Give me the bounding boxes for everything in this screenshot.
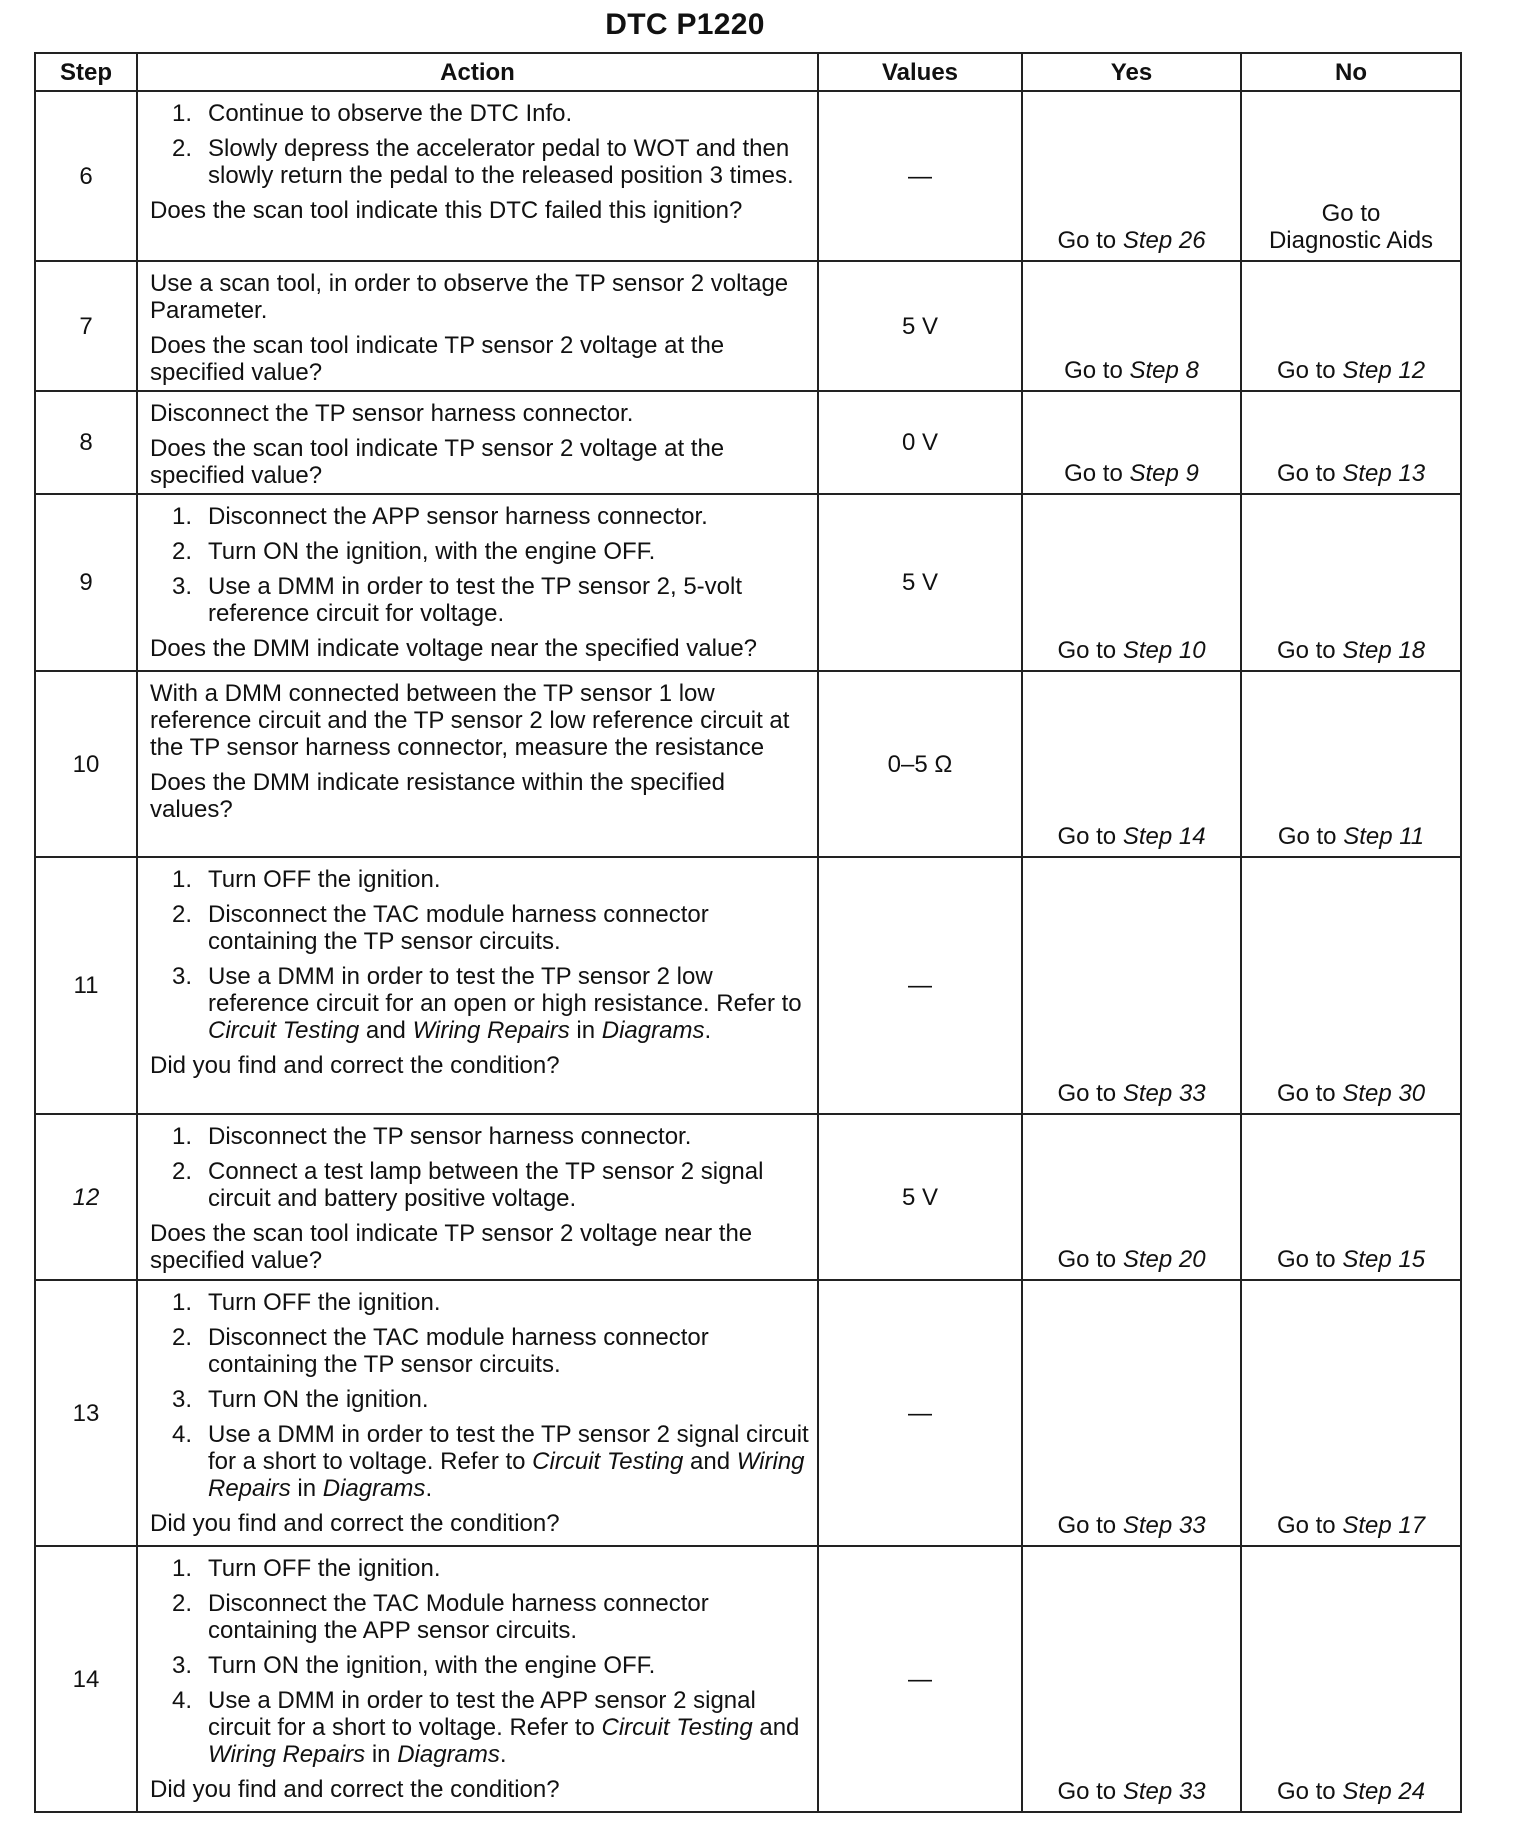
list-item-number: 1. xyxy=(172,1555,193,1582)
reference-diagrams: Diagrams xyxy=(322,1475,426,1502)
reference-diagrams: Diagrams xyxy=(601,1017,705,1044)
list-item-text: Slowly depress the accelerator pedal to WOT and then slowly return the pedal to the released position 3 times. xyxy=(208,135,794,189)
reference-diagrams: Diagrams xyxy=(397,1741,500,1768)
specified-value: 5 V xyxy=(818,261,1022,391)
action-steps-list xyxy=(150,1123,809,1212)
goto-prefix: Go to xyxy=(1057,1080,1117,1107)
specified-value: — xyxy=(818,857,1022,1114)
list-item-text: Disconnect the TP sensor harness connector. xyxy=(208,1123,692,1150)
step-number: 10 xyxy=(35,671,137,857)
action-question: Does the DMM indicate voltage near the specified value? xyxy=(150,635,758,662)
list-item-number: 3. xyxy=(172,963,193,990)
no-outcome xyxy=(1241,1280,1461,1546)
header-yes: Yes xyxy=(1022,53,1241,91)
list-item-text: Turn ON the ignition, with the engine OFF. xyxy=(208,1652,656,1679)
list-item-number: 1. xyxy=(172,1289,193,1316)
table-row xyxy=(35,261,1461,391)
no-outcome xyxy=(1241,1114,1461,1280)
goto-target: Step 10 xyxy=(1122,637,1206,664)
action-cell xyxy=(137,1114,818,1280)
goto-target: Step 8 xyxy=(1129,357,1199,384)
no-outcome xyxy=(1241,91,1461,261)
goto-target: Step 11 xyxy=(1343,823,1425,850)
step-number: 12 xyxy=(35,1114,137,1280)
goto-target: Step 26 xyxy=(1122,227,1206,254)
step-number: 7 xyxy=(35,261,137,391)
action-question: Did you find and correct the condition? xyxy=(150,1510,560,1537)
goto-prefix: Go to xyxy=(1276,460,1336,487)
goto-prefix: Go to xyxy=(1057,823,1117,850)
action-cell xyxy=(137,857,818,1114)
list-item xyxy=(150,866,809,893)
yes-outcome xyxy=(1022,671,1241,857)
list-item-number: 2. xyxy=(172,538,193,565)
action-steps-list xyxy=(150,100,809,189)
goto-prefix: Go to xyxy=(1057,227,1117,254)
step-number: 6 xyxy=(35,91,137,261)
action-steps-list xyxy=(150,1555,809,1768)
diagnostic-table xyxy=(34,52,1462,1813)
header-row xyxy=(35,53,1461,91)
goto-target: Step 13 xyxy=(1342,460,1426,487)
specified-value: 0 V xyxy=(818,391,1022,494)
table-row xyxy=(35,857,1461,1114)
goto-target: Step 33 xyxy=(1122,1778,1206,1805)
yes-outcome xyxy=(1022,1280,1241,1546)
goto-prefix: Go to xyxy=(1064,460,1123,487)
reference-circuit-testing: Circuit Testing xyxy=(532,1448,684,1475)
list-item-number: 3. xyxy=(172,1652,193,1679)
list-item-text: Turn OFF the ignition. xyxy=(208,1289,441,1316)
list-item-text: in xyxy=(371,1741,391,1768)
list-item-number: 2. xyxy=(172,901,193,928)
table-row xyxy=(35,671,1461,857)
list-item-text: Turn ON the ignition, with the engine OFF. xyxy=(208,538,656,565)
step-number: 14 xyxy=(35,1546,137,1812)
list-item-number: 3. xyxy=(172,1386,193,1413)
reference-circuit-testing: Circuit Testing xyxy=(601,1714,753,1741)
list-item-number: 1. xyxy=(172,866,193,893)
step-number: 13 xyxy=(35,1280,137,1546)
list-item-text: Turn ON the ignition. xyxy=(208,1386,429,1413)
goto-prefix: Go to xyxy=(1276,1512,1336,1539)
list-item-text: Turn OFF the ignition. xyxy=(208,866,441,893)
goto-target: Diagnostic Aids xyxy=(1268,227,1434,254)
table-row xyxy=(35,1114,1461,1280)
action-question: Did you find and correct the condition? xyxy=(150,1776,560,1803)
yes-outcome xyxy=(1022,391,1241,494)
goto-target: Step 18 xyxy=(1342,637,1426,664)
list-item xyxy=(150,503,809,530)
list-item-text: Use a DMM in order to test the TP sensor 2 low reference circuit for an open or high resistance. Refer to xyxy=(208,963,802,1017)
list-item xyxy=(150,1421,809,1502)
action-cell xyxy=(137,1546,818,1812)
action-steps-list xyxy=(150,503,809,627)
header-step: Step xyxy=(35,53,137,91)
yes-outcome xyxy=(1022,857,1241,1114)
action-question: Does the DMM indicate resistance within the specified values? xyxy=(150,769,725,823)
list-item-text: Use a DMM in order to test the TP sensor 2 signal circuit for a short to voltage. Refer to xyxy=(208,1421,809,1475)
specified-value: — xyxy=(818,1280,1022,1546)
no-outcome xyxy=(1241,671,1461,857)
list-item-number: 2. xyxy=(172,1158,193,1185)
list-item-number: 2. xyxy=(172,1324,193,1351)
action-cell xyxy=(137,671,818,857)
list-item xyxy=(150,573,809,627)
list-item xyxy=(150,1123,809,1150)
table-row xyxy=(35,391,1461,494)
header-no: No xyxy=(1241,53,1461,91)
list-item-text: Use a DMM in order to test the TP sensor 2, 5-volt reference circuit for voltage. xyxy=(208,573,742,627)
list-item-text: Turn OFF the ignition. xyxy=(208,1555,441,1582)
goto-target: Step 9 xyxy=(1129,460,1199,487)
list-item-text: Connect a test lamp between the TP sensor 2 signal circuit and battery positive voltage. xyxy=(208,1158,764,1212)
goto-target: Step 33 xyxy=(1122,1080,1206,1107)
action-instruction: Disconnect the TP sensor harness connector. xyxy=(150,400,634,427)
action-question: Does the scan tool indicate this DTC failed this ignition? xyxy=(150,197,743,224)
goto-prefix: Go to xyxy=(1064,357,1123,384)
list-item-text: . xyxy=(499,1741,507,1768)
list-item-number: 1. xyxy=(172,100,193,127)
step-number: 11 xyxy=(35,857,137,1114)
reference-wiring-repairs: Wiring Repairs xyxy=(412,1017,570,1044)
page-title: DTC P1220 xyxy=(605,8,765,41)
action-instruction: With a DMM connected between the TP sensor 1 low reference circuit and the TP sensor 2 low reference circuit at the TP sensor harness connector, measure the resistance xyxy=(150,680,790,761)
list-item xyxy=(150,963,809,1044)
list-item xyxy=(150,901,809,955)
specified-value: — xyxy=(818,1546,1022,1812)
list-item xyxy=(150,1289,809,1316)
action-question: Did you find and correct the condition? xyxy=(150,1052,560,1079)
list-item-text: in xyxy=(297,1475,317,1502)
goto-target: Step 20 xyxy=(1122,1246,1206,1273)
action-cell xyxy=(137,91,818,261)
action-question: Does the scan tool indicate TP sensor 2 voltage at the specified value? xyxy=(150,435,725,489)
list-item-text: and xyxy=(365,1017,406,1044)
goto-prefix: Go to xyxy=(1276,637,1336,664)
specified-value: 5 V xyxy=(818,1114,1022,1280)
goto-prefix: Go to xyxy=(1057,1246,1117,1273)
list-item xyxy=(150,1158,809,1212)
list-item xyxy=(150,1324,809,1378)
reference-wiring-repairs: Wiring Repairs xyxy=(208,1448,805,1502)
list-item-number: 2. xyxy=(172,1590,193,1617)
list-item-text: in xyxy=(576,1017,596,1044)
list-item-number: 2. xyxy=(172,135,193,162)
list-item xyxy=(150,1555,809,1582)
header-values: Values xyxy=(818,53,1022,91)
no-outcome xyxy=(1241,857,1461,1114)
goto-target: Step 17 xyxy=(1342,1512,1426,1539)
action-cell xyxy=(137,261,818,391)
list-item-number: 4. xyxy=(172,1687,193,1714)
list-item xyxy=(150,135,809,189)
list-item-text: Use a DMM in order to test the APP sensor 2 signal circuit for a short to voltage. Refer to xyxy=(208,1687,756,1741)
step-number: 8 xyxy=(35,391,137,494)
specified-value: — xyxy=(818,91,1022,261)
specified-value: 0–5 Ω xyxy=(818,671,1022,857)
list-item-text: Disconnect the TAC Module harness connector containing the APP sensor circuits. xyxy=(208,1590,709,1644)
action-cell xyxy=(137,494,818,671)
goto-target: Step 15 xyxy=(1342,1246,1426,1273)
list-item-text: . xyxy=(704,1017,712,1044)
list-item xyxy=(150,100,809,127)
action-instruction: Use a scan tool, in order to observe the TP sensor 2 voltage Parameter. xyxy=(150,270,789,324)
list-item-number: 1. xyxy=(172,1123,193,1150)
goto-prefix: Go to xyxy=(1057,637,1117,664)
step-number: 9 xyxy=(35,494,137,671)
list-item-text: Continue to observe the DTC Info. xyxy=(208,100,573,127)
goto-target: Step 12 xyxy=(1342,357,1426,384)
table-row xyxy=(35,494,1461,671)
specified-value: 5 V xyxy=(818,494,1022,671)
action-question: Does the scan tool indicate TP sensor 2 voltage near the specified value? xyxy=(150,1220,753,1274)
list-item xyxy=(150,1386,809,1413)
table-row xyxy=(35,1280,1461,1546)
table-row xyxy=(35,1546,1461,1812)
reference-circuit-testing: Circuit Testing xyxy=(208,1017,360,1044)
yes-outcome xyxy=(1022,1114,1241,1280)
goto-prefix: Go to xyxy=(1276,357,1336,384)
yes-outcome xyxy=(1022,91,1241,261)
goto-prefix: Go to xyxy=(1277,823,1337,850)
goto-prefix: Go to xyxy=(1321,200,1381,227)
list-item-number: 4. xyxy=(172,1421,193,1448)
list-item xyxy=(150,1687,809,1768)
yes-outcome xyxy=(1022,1546,1241,1812)
goto-prefix: Go to xyxy=(1057,1778,1117,1805)
list-item-number: 1. xyxy=(172,503,193,530)
list-item-number: 3. xyxy=(172,573,193,600)
action-cell xyxy=(137,1280,818,1546)
list-item-text: Disconnect the APP sensor harness connector. xyxy=(208,503,708,530)
list-item xyxy=(150,538,809,565)
action-cell xyxy=(137,391,818,494)
list-item-text: . xyxy=(425,1475,433,1502)
goto-target: Step 14 xyxy=(1122,823,1206,850)
table-row xyxy=(35,91,1461,261)
goto-target: Step 24 xyxy=(1342,1778,1426,1805)
no-outcome xyxy=(1241,494,1461,671)
goto-prefix: Go to xyxy=(1057,1512,1117,1539)
goto-prefix: Go to xyxy=(1276,1778,1336,1805)
goto-prefix: Go to xyxy=(1276,1080,1336,1107)
action-question: Does the scan tool indicate TP sensor 2 voltage at the specified value? xyxy=(150,332,725,386)
goto-prefix: Go to xyxy=(1276,1246,1336,1273)
no-outcome xyxy=(1241,391,1461,494)
list-item-text: Disconnect the TAC module harness connector containing the TP sensor circuits. xyxy=(208,901,709,955)
list-item xyxy=(150,1590,809,1644)
list-item-text: Disconnect the TAC module harness connector containing the TP sensor circuits. xyxy=(208,1324,709,1378)
list-item-text: and xyxy=(759,1714,800,1741)
action-steps-list xyxy=(150,866,809,1044)
list-item-text: and xyxy=(690,1448,731,1475)
goto-target: Step 30 xyxy=(1342,1080,1426,1107)
yes-outcome xyxy=(1022,494,1241,671)
no-outcome xyxy=(1241,1546,1461,1812)
reference-wiring-repairs: Wiring Repairs xyxy=(208,1741,366,1768)
goto-target: Step 33 xyxy=(1122,1512,1206,1539)
header-action: Action xyxy=(137,53,818,91)
no-outcome xyxy=(1241,261,1461,391)
yes-outcome xyxy=(1022,261,1241,391)
action-steps-list xyxy=(150,1289,809,1502)
list-item xyxy=(150,1652,809,1679)
